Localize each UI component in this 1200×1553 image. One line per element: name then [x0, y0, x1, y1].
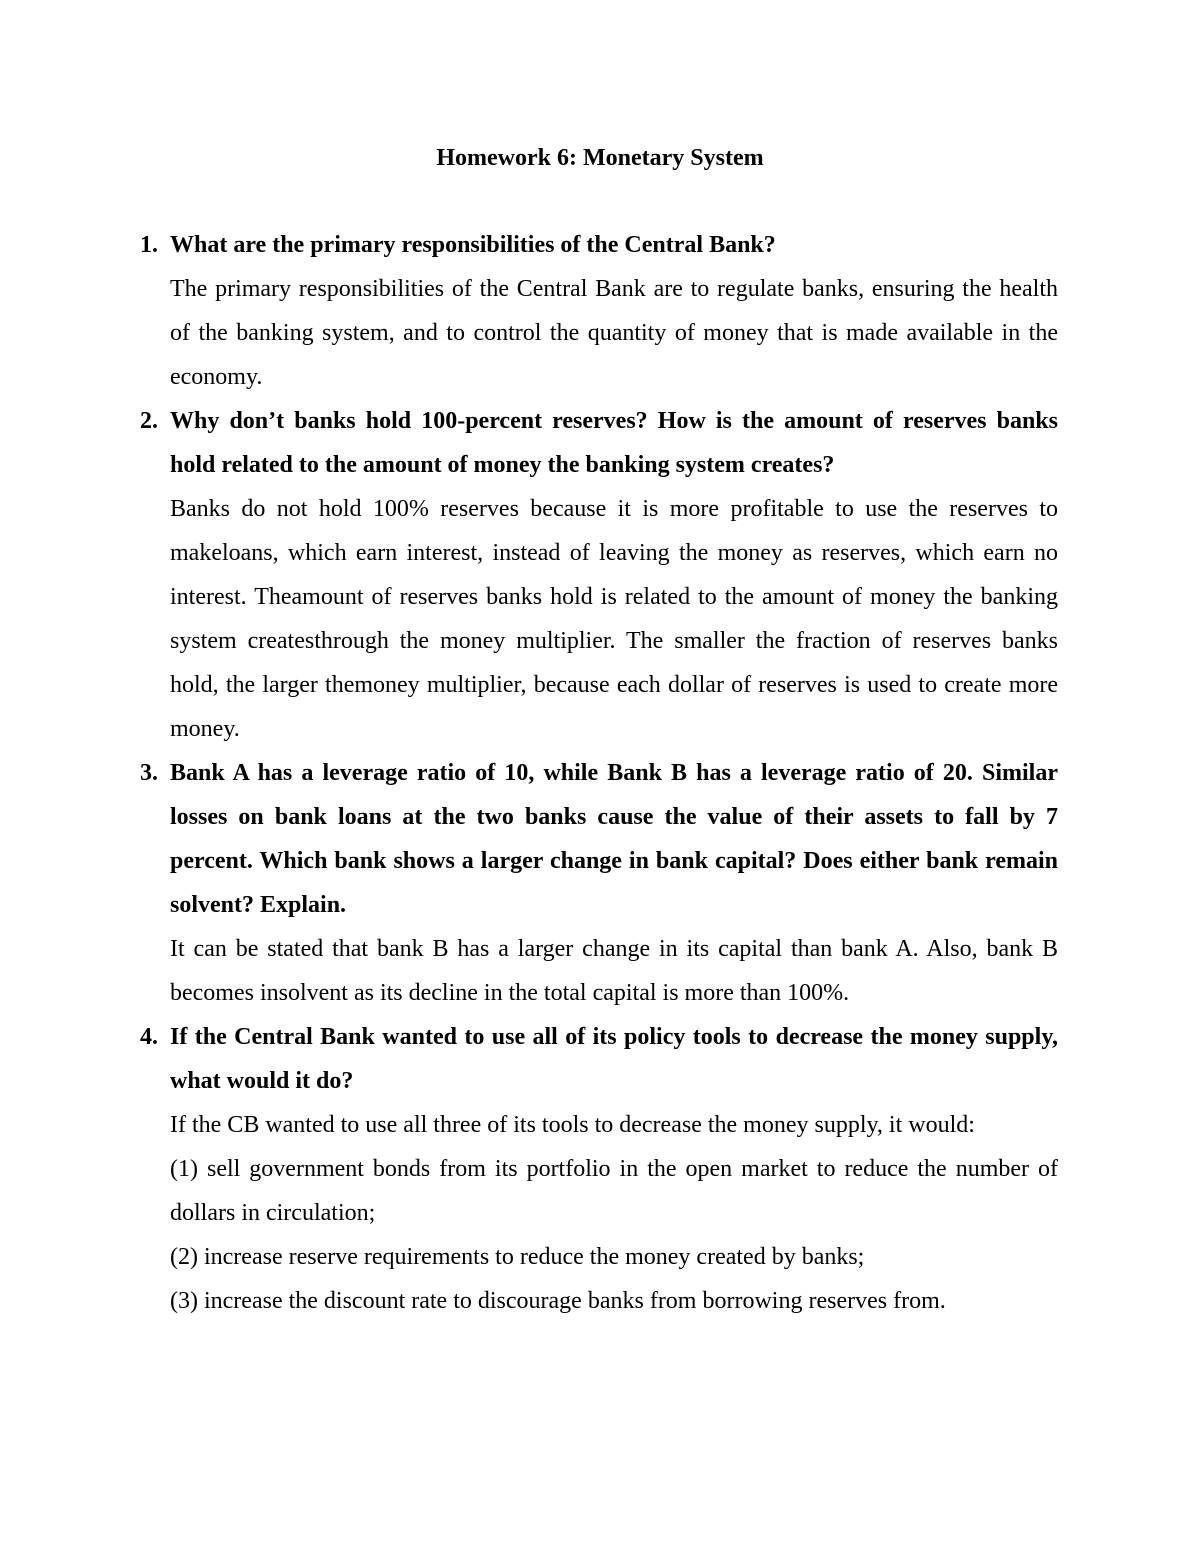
answer-point-3: (3) increase the discount rate to discourage banks from borrowing reserves from.: [170, 1288, 946, 1314]
answer-text: Banks do not hold 100% reserves because it is more profitable to use the reserves to makeloans, which earn interest, instead of leaving the money as reserves, which earn no interest. Theamount of reserves banks hold is related to the amount of money the banking system createsthrough the money multiplier. The smaller the fraction of reserves banks hold, the larger themoney multiplier, because each dollar of reserves is used to create more money.: [170, 496, 1058, 742]
question-text: If the Central Bank wanted to use all of its policy tools to decrease the money supply, what would it do?: [170, 1024, 1058, 1094]
question-text: Why don’t banks hold 100-percent reserves? How is the amount of reserves banks hold related to the amount of money the banking system creates?: [170, 408, 1058, 478]
question-item-2: [140, 399, 1058, 751]
answer-point-2: (2) increase reserve requirements to reduce the money created by banks;: [170, 1244, 865, 1270]
question-item-4: [140, 1015, 1058, 1323]
question-text: What are the primary responsibilities of the Central Bank?: [170, 232, 776, 258]
question-number: 4.: [140, 1024, 158, 1050]
answer-point-1: (1) sell government bonds from its portfolio in the open market to reduce the number of dollars in circulation;: [170, 1156, 1058, 1226]
question-text: Bank A has a leverage ratio of 10, while Bank B has a leverage ratio of 20. Similar losses on bank loans at the two banks cause the value of their assets to fall by 7 percent. Which bank shows a larger change in bank capital? Does either bank remain solvent? Explain.: [170, 760, 1058, 918]
answer-text: It can be stated that bank B has a larger change in its capital than bank A. Also, bank B becomes insolvent as its decline in the total capital is more than 100%.: [170, 936, 1058, 1006]
answer-text: If the CB wanted to use all three of its tools to decrease the money supply, it would:: [170, 1112, 975, 1138]
question-number: 2.: [140, 408, 158, 434]
question-item-1: [140, 223, 1058, 399]
question-item-3: [140, 751, 1058, 1015]
question-number: 3.: [140, 760, 158, 786]
answer-text: The primary responsibilities of the Central Bank are to regulate banks, ensuring the health of the banking system, and to control the quantity of money that is made available in the economy.: [170, 276, 1058, 390]
question-number: 1.: [140, 232, 158, 258]
document-title: Homework 6: Monetary System: [436, 145, 764, 171]
question-list: [140, 223, 1058, 1323]
